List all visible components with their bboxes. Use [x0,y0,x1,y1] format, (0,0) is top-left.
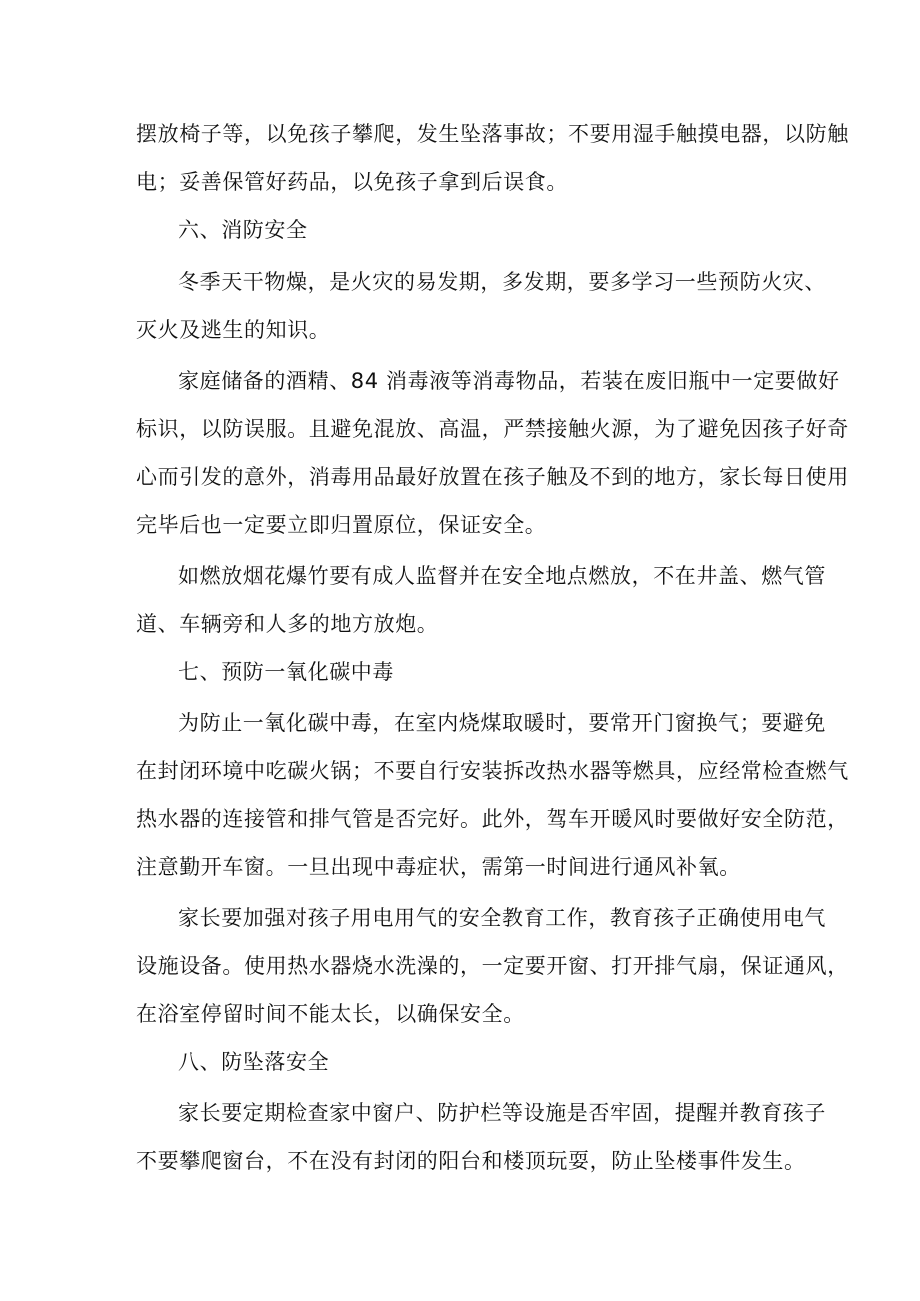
text-line: 为防止一氧化碳中毒，在室内烧煤取暖时，要常开门窗换气；要避免 [178,711,826,735]
text-line: 电；妥善保管好药品，以免孩子拿到后误食。 [136,170,568,194]
text-line: 设施设备。使用热水器烧水洗澡的，一定要开窗、打开排气扇，保证通风， [136,954,849,978]
section-heading-fire-safety: 六、消防安全 [178,218,308,242]
text-line: 如燃放烟花爆竹要有成人监督并在安全地点燃放，不在井盖、燃气管 [178,564,826,588]
section-heading-co-poisoning: 七、预防一氧化碳中毒 [178,660,394,684]
text-line: 灭火及逃生的知识。 [136,318,331,342]
text-line: 完毕后也一定要立即归置原位，保证安全。 [136,513,547,537]
text-line: 家长要加强对孩子用电用气的安全教育工作，教育孩子正确使用电气 [178,906,826,930]
text-line: 摆放椅子等，以免孩子攀爬，发生坠落事故；不要用湿手触摸电器，以防触 [136,122,849,146]
text-line: 注意勤开车窗。一旦出现中毒症状，需第一时间进行通风补氧。 [136,855,741,879]
text-line: 道、车辆旁和人多的地方放炮。 [136,612,439,636]
text-line: 不要攀爬窗台，不在没有封闭的阳台和楼顶玩耍，防止坠楼事件发生。 [136,1149,806,1173]
text-line: 在封闭环境中吃碳火锅；不要自行安装拆改热水器等燃具，应经常检查燃气 [136,759,849,783]
text-line: 冬季天干物燥，是火灾的易发期，多发期，要多学习一些预防火灾、 [178,270,826,294]
text-line: 家庭储备的酒精、84 消毒液等消毒物品，若装在废旧瓶中一定要做好 [178,369,840,393]
text-line: 热水器的连接管和排气管是否完好。此外，驾车开暖风时要做好安全防范， [136,807,849,831]
text-line: 心而引发的意外，消毒用品最好放置在孩子触及不到的地方，家长每日使用 [136,465,849,489]
text-line: 在浴室停留时间不能太长，以确保安全。 [136,1002,525,1026]
text-line: 家长要定期检查家中窗户、防护栏等设施是否牢固，提醒并教育孩子 [178,1101,826,1125]
text-line: 标识，以防误服。且避免混放、高温，严禁接触火源，为了避免因孩子好奇 [136,417,849,441]
section-heading-fall-prevention: 八、防坠落安全 [178,1050,330,1074]
